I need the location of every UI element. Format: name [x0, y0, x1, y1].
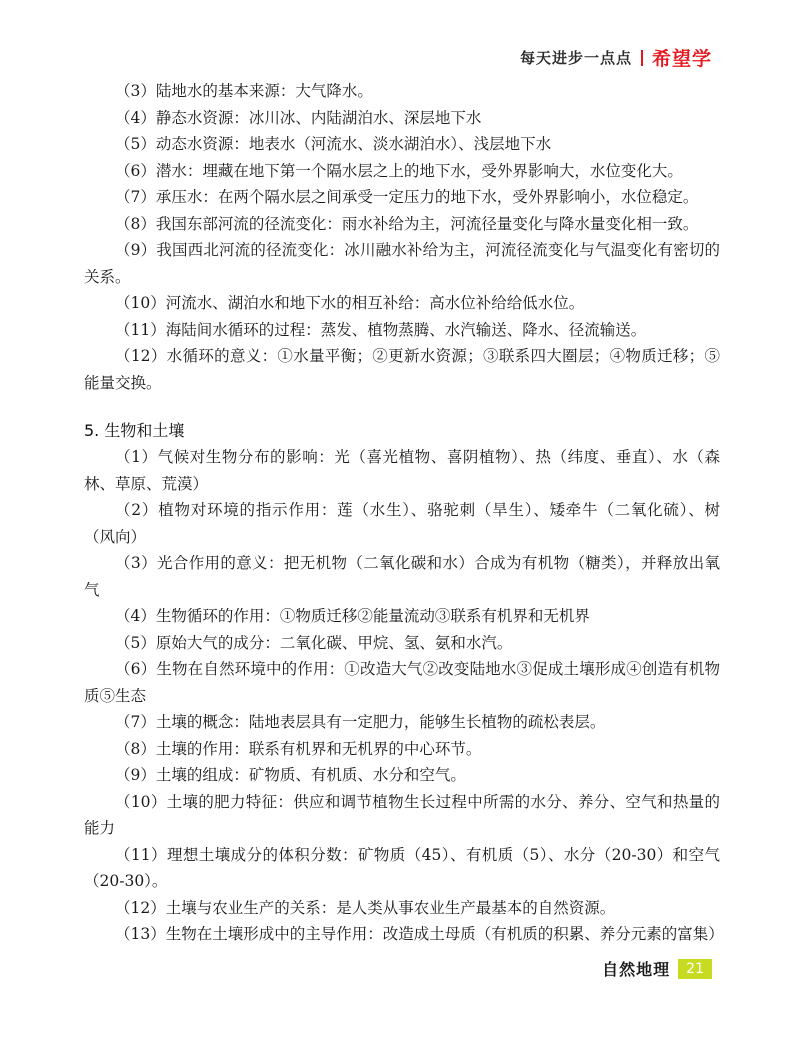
page-number: 21	[678, 959, 712, 979]
list-item: （8）我国东部河流的径流变化：雨水补给为主，河流径量变化与降水量变化相一致。	[115, 214, 699, 233]
page-content	[84, 78, 724, 948]
list-item: （5）原始大气的成分：二氧化碳、甲烷、氢、氨和水汽。	[115, 633, 513, 652]
list-item: （7）承压水：在两个隔水层之间承受一定压力的地下水，受外界影响小，水位稳定。	[115, 188, 699, 206]
list-item: （5）动态水资源：地表水（河流水、淡水湖泊水）、浅层地下水	[115, 135, 552, 153]
list-item: （3）光合作用的意义：把无机物（二氧化碳和水）合成为有机物（糖类），并释放出氧气	[84, 554, 720, 599]
list-item: （1）气候对生物分布的影响：光（喜光植物、喜阴植物）、热（纬度、垂直）、水（森林、草原、荒漠）	[84, 448, 720, 493]
list-item: （12）水循环的意义：①水量平衡；②更新水资源；③联系四大圈层；④物质迁移；⑤能量交换。	[84, 347, 720, 392]
section-heading: 5. 生物和土壤	[84, 421, 185, 440]
list-item: （2）植物对环境的指示作用：莲（水生）、骆驼刺（旱生）、矮牵牛（二氧化硫）、树（风向）	[84, 501, 720, 546]
list-item: （6）生物在自然环境中的作用：①改造大气②改变陆地水③促成土壤形成④创造有机物质⑤生态	[84, 660, 720, 705]
list-item: （9）我国西北河流的径流变化：冰川融水补给为主，河流径流变化与气温变化有密切的关系。	[84, 241, 720, 286]
list-item: （9）土壤的组成：矿物质、有机质、水分和空气。	[115, 766, 466, 784]
list-item: （10）土壤的肥力特征：供应和调节植物生长过程中所需的水分、养分、空气和热量的能力	[84, 792, 720, 837]
list-item: （11）理想土壤成分的体积分数：矿物质（45）、有机质（5）、水分（20-30）和空气（20-30）。	[84, 845, 720, 890]
list-item: （4）生物循环的作用：①物质迁移②能量流动③联系有机界和无机界	[115, 607, 590, 625]
brand-logo: 希望学	[651, 48, 712, 70]
header-divider	[641, 50, 643, 66]
list-item: （4）静态水资源：冰川冰、内陆湖泊水、深层地下水	[115, 108, 482, 127]
list-item: （13）生物在土壤形成中的主导作用：改造成土母质（有机质的积累、养分元素的富集）	[115, 925, 724, 943]
list-item: （11）海陆间水循环的过程：蒸发、植物蒸腾、水汽输送、降水、径流输送。	[115, 320, 647, 339]
page-footer	[602, 957, 712, 980]
list-item: （6）潜水：埋藏在地下第一个隔水层之上的地下水，受外界影响大，水位变化大。	[115, 161, 683, 180]
header-slogan: 每天进步一点点	[519, 49, 632, 67]
page-header	[520, 44, 712, 71]
list-item: （7）土壤的概念：陆地表层具有一定肥力，能够生长植物的疏松表层。	[115, 713, 606, 731]
list-item: （10）河流水、湖泊水和地下水的相互补给：高水位补给给低水位。	[115, 294, 585, 312]
list-item: （8）土壤的作用：联系有机界和无机界的中心环节。	[115, 739, 482, 758]
list-item: （3）陆地水的基本来源：大气降水。	[115, 82, 373, 100]
list-item: （12）土壤与农业生产的关系：是人类从事农业生产最基本的自然资源。	[115, 898, 616, 917]
section-gap	[84, 396, 720, 418]
footer-label: 自然地理	[602, 960, 671, 979]
